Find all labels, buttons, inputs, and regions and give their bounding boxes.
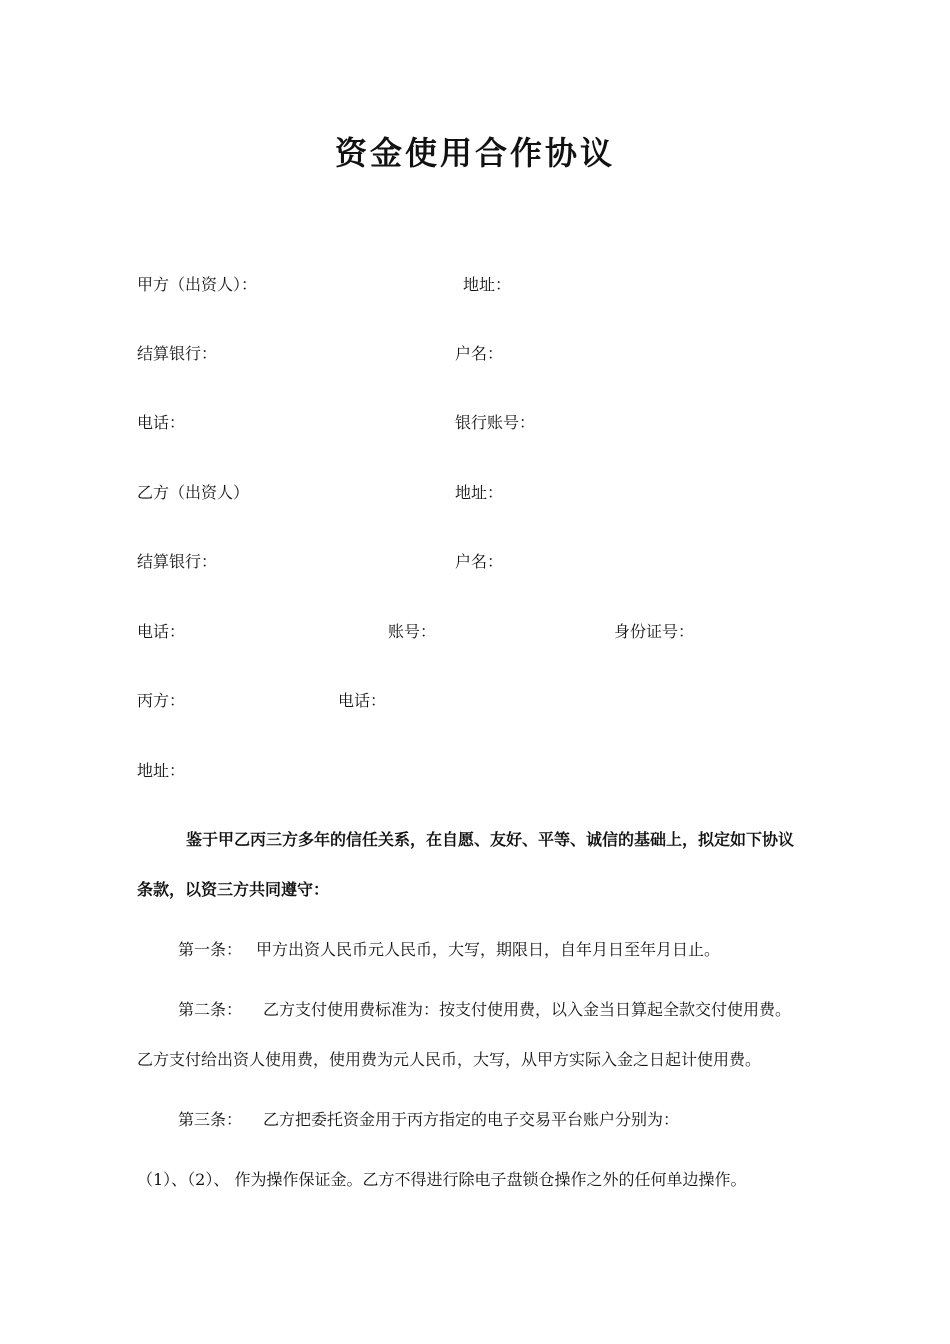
- party-b-label: 乙方（出资人）: [137, 483, 250, 502]
- party-b-address-label: 地址：: [455, 483, 504, 502]
- party-b-phone-label: 电话：: [137, 622, 186, 641]
- article2-continuation: 乙方支付给出资人使用费，使用费为元人民币，大写，从甲方实际入金之日起计使用费。: [137, 1050, 762, 1069]
- party-a-address-label: 地址：: [463, 275, 512, 294]
- party-a-phone-label: 电话：: [137, 413, 186, 432]
- party-a-account-name-label: 户名：: [455, 344, 504, 363]
- article3-label: 第三条：: [178, 1110, 243, 1129]
- document-title: 资金使用合作协议: [334, 134, 615, 172]
- article2-label: 第二条：: [178, 1000, 243, 1019]
- party-c-phone-label: 电话：: [338, 691, 387, 710]
- article1-label: 第一条：: [178, 940, 243, 959]
- article1-text: 甲方出资人民币元人民币，大写，期限日，自年月日至年月日止。: [256, 940, 721, 959]
- intro-paragraph-line2: 条款，以资三方共同遵守：: [137, 880, 330, 899]
- party-b-account-name-label: 户名：: [455, 552, 504, 571]
- party-a-bank-label: 结算银行：: [137, 344, 218, 363]
- party-c-address-label: 地址：: [137, 761, 186, 780]
- party-b-bank-label: 结算银行：: [137, 552, 218, 571]
- party-b-account-label: 账号：: [388, 622, 437, 641]
- article3-continuation: （1）、（2）、 作为操作保证金。乙方不得进行除电子盘锁仓操作之外的任何单边操作。: [137, 1170, 747, 1189]
- intro-paragraph-line1: 鉴于甲乙丙三方多年的信任关系，在自愿、友好、平等、诚信的基础上，拟定如下协议: [186, 830, 795, 849]
- party-c-label: 丙方：: [137, 691, 186, 710]
- article2-text: 乙方支付使用费标准为：按支付使用费，以入金当日算起全款交付使用费。: [263, 1000, 792, 1019]
- party-a-label: 甲方（出资人）：: [137, 275, 258, 294]
- party-b-id-label: 身份证号：: [614, 622, 695, 641]
- article3-text: 乙方把委托资金用于丙方指定的电子交易平台账户分别为：: [263, 1110, 680, 1129]
- party-a-bank-account-label: 银行账号：: [455, 413, 536, 432]
